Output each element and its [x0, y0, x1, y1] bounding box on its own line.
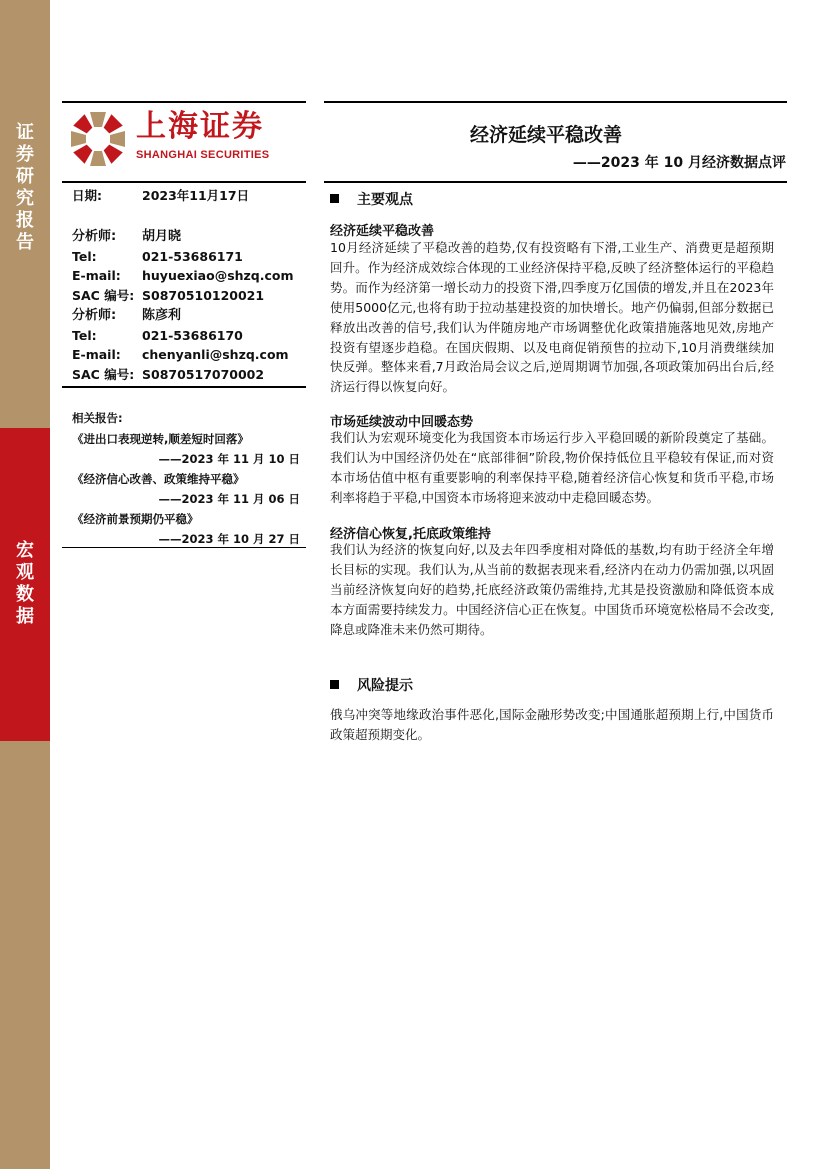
rule-top-right	[324, 101, 787, 103]
related-report-date: ——2023 年 11 月 10 日	[158, 452, 300, 466]
category-label: 宏 观 数 据	[16, 540, 34, 627]
subheading-economy: 经济延续平稳改善	[330, 224, 435, 239]
report-type-label: 证 券 研 究 报 告	[16, 122, 34, 253]
report-title: 经济延续平稳改善	[470, 124, 623, 146]
analyst2-sac: S0870517070002	[142, 367, 265, 382]
paragraph-economy: 10月经济延续了平稳改善的趋势,仅有投资略有下滑,工业生产、消费更是超预期回升。作为经济成效综合体现的工业经济保持平稳,反映了经济整体运行的平稳趋势。而作为经济第一增长动力的投资下滑,四季度万亿国债的增发,并且在2023年使用5000亿元,也将有助于拉动基建投资的加快增长。地产仍偏弱,但部分数据已释放出改善的信号,我们认为伴随房地产市场调整优化政策措施落地见效,房地产投资有望逐步趋稳。在国庆假期、以及电商促销预售的拉动下,10月消费继续加快反弹。整体来看,7月政治局会议之后,逆周期调节加强,各项政策加码出台后,经济运行得以恢复向好。	[330, 240, 774, 395]
logo-english-name: SHANGHAI SECURITIES	[136, 149, 270, 161]
date-label: 日期:	[72, 188, 102, 203]
related-report-title[interactable]: 《经济信心改善、政策维持平稳》	[72, 472, 245, 486]
analyst1-label: 分析师:	[72, 229, 117, 244]
report-subtitle: ——2023 年 10 月经济数据点评	[572, 155, 786, 171]
related-report-title[interactable]: 《进出口表现逆转,顺差短时回落》	[72, 432, 249, 446]
paragraph-confidence: 我们认为经济的恢复向好,以及去年四季度相对降低的基数,均有助于经济全年增长目标的实现。我们认为,从当前的数据表现来看,经济内在动力仍需加强,以巩固当前经济恢复向好的趋势,托底经济政策仍需维持,尤其是投资激励和降低资本成本方面需要持续发力。中国经济信心正在恢复。中国货币环境宽松格局不会改变,降息或降准未来仍然可期待。	[330, 542, 774, 637]
related-report-title[interactable]: 《经济前景预期仍平稳》	[72, 512, 199, 526]
related-report-date: ——2023 年 10 月 27 日	[158, 532, 300, 546]
analyst1-name: 胡月晓	[142, 229, 182, 244]
logo-chinese-name: 上海证券	[136, 109, 264, 144]
analyst2-tel-label: Tel:	[72, 328, 97, 343]
analyst2-name: 陈彦利	[142, 308, 182, 323]
rule-related-bottom	[62, 547, 306, 548]
analyst1-tel-label: Tel:	[72, 249, 97, 264]
section-heading-text: 主要观点	[357, 192, 413, 208]
analyst2-email[interactable]: chenyanli@shzq.com	[142, 347, 289, 362]
section-heading-text: 风险提示	[357, 678, 413, 694]
section-heading-risks	[330, 675, 413, 695]
rule-mid-right	[324, 181, 787, 183]
analyst2-tel: 021-53686170	[142, 328, 243, 343]
company-logo	[68, 109, 300, 171]
analyst1-sac: S0870510120021	[142, 288, 265, 303]
analyst1-email[interactable]: huyuexiao@shzq.com	[142, 268, 294, 283]
paragraph-risks: 俄乌冲突等地缘政治事件恶化,国际金融形势改变;中国通胀超预期上行,中国货币政策超预期变化。	[330, 707, 774, 742]
subheading-market: 市场延续波动中回暖态势	[330, 415, 474, 430]
paragraph-market: 我们认为宏观环境变化为我国资本市场运行步入平稳回暖的新阶段奠定了基础。我们认为中国经济仍处在“底部徘徊”阶段,物价保持低位且平稳较有保证,而对资本市场估值中枢有重要影响的利率保持平稳,随着经济信心恢复和货币平稳,市场利率将趋于平稳,中国资本市场将迎来波动中走稳回暖态势。	[330, 430, 774, 505]
related-label: 相关报告:	[72, 411, 123, 425]
analyst1-email-label: E-mail:	[72, 268, 121, 283]
analyst1-sac-label: SAC 编号:	[72, 288, 135, 303]
analyst1-tel: 021-53686171	[142, 249, 243, 264]
subheading-confidence: 经济信心恢复,托底政策维持	[330, 527, 491, 542]
rule-info-bottom	[62, 386, 306, 388]
rule-top-left	[62, 101, 306, 103]
analyst2-sac-label: SAC 编号:	[72, 367, 135, 382]
analyst2-email-label: E-mail:	[72, 347, 121, 362]
square-bullet-icon	[330, 194, 339, 203]
rule-mid-left	[62, 181, 306, 183]
section-heading-main-views	[330, 189, 413, 209]
logo-emblem-icon	[68, 109, 128, 169]
date-value: 2023年11月17日	[142, 188, 250, 203]
square-bullet-icon	[330, 680, 339, 689]
related-report-date: ——2023 年 11 月 06 日	[158, 492, 300, 506]
analyst2-label: 分析师:	[72, 308, 117, 323]
